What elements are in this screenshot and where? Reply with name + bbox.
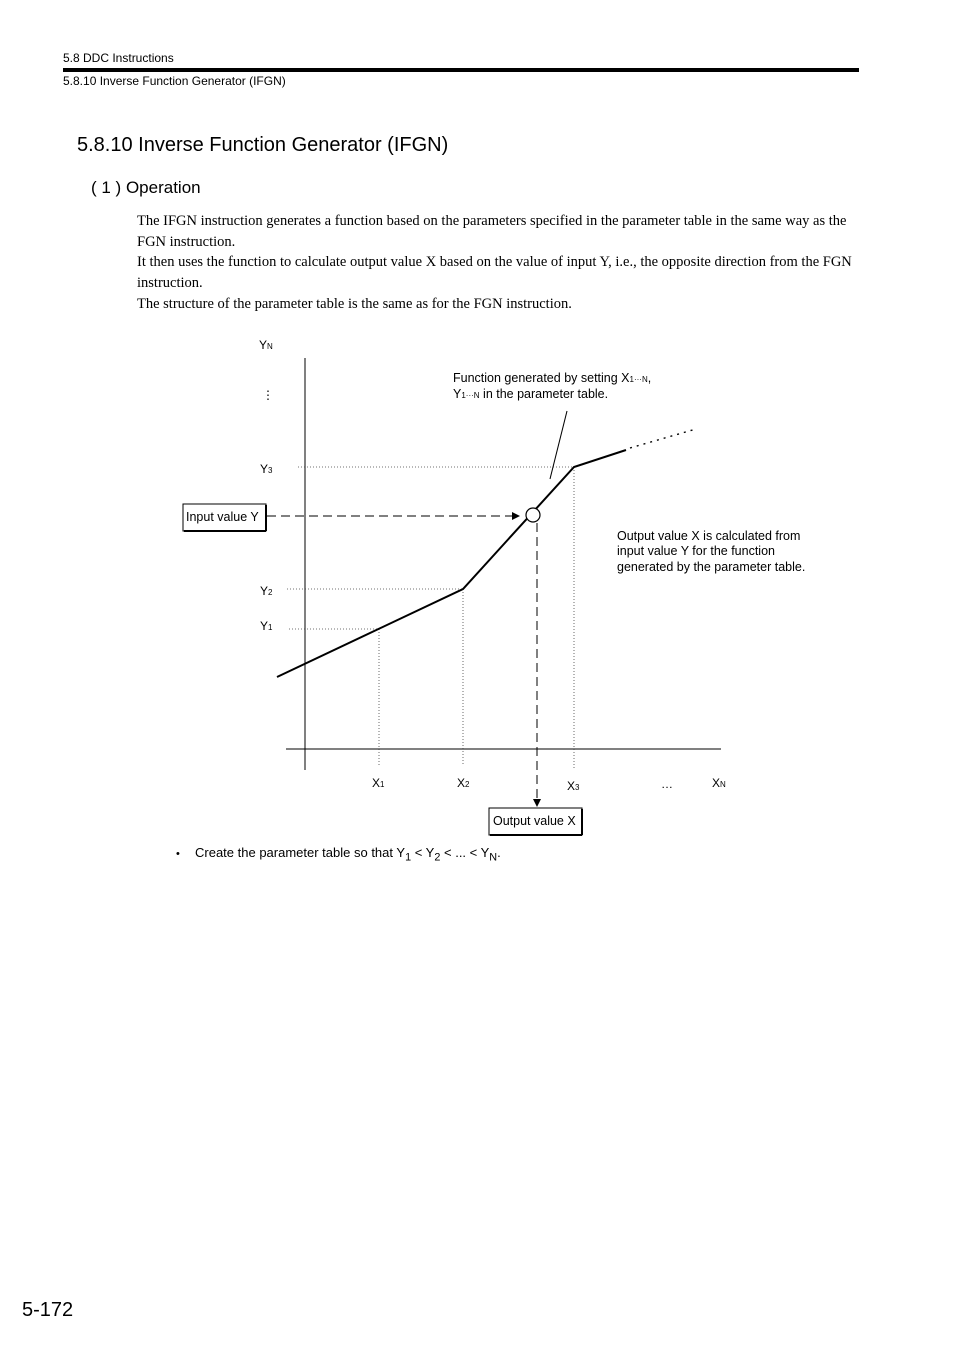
- x1-label: X1: [372, 776, 385, 790]
- bullet: •: [176, 848, 180, 860]
- output-value-label: Output value X: [493, 814, 576, 828]
- x3-label: X3: [567, 779, 580, 793]
- header-rule: [63, 68, 859, 72]
- paragraph-3: The structure of the parameter table is the same as for the FGN instruction.: [137, 295, 572, 312]
- page-title: 5.8.10 Inverse Function Generator (IFGN): [77, 134, 449, 156]
- section-heading: ( 1 ) Operation: [91, 178, 201, 197]
- vertical-dots: ⋮: [262, 388, 274, 402]
- function-continuation: [630, 429, 696, 448]
- intersection-point: [526, 508, 540, 522]
- y1-label: Y1: [260, 619, 273, 633]
- xn-label: XN: [712, 776, 726, 790]
- y2-label: Y2: [260, 584, 273, 598]
- yn-label: YN: [259, 338, 273, 352]
- callout-text-line1: Function generated by setting X1···N,: [453, 371, 652, 385]
- paragraph-1: The IFGN instruction generates a function based on the parameters specified in the parameter table in the same way as the FGN instruction.: [137, 213, 847, 250]
- y3-label: Y3: [260, 462, 273, 476]
- body-text: [137, 211, 859, 315]
- page-number: 5-172: [22, 1299, 74, 1321]
- header-section: 5.8 DDC Instructions: [63, 51, 174, 65]
- callout-leader: [550, 411, 567, 479]
- note-item: • Create the parameter table so that $Y_1 < Y_2$ < ... < $Y_N$.: [176, 845, 501, 864]
- ifgn-diagram: [0, 330, 954, 840]
- explanation-line3: generated by the parameter table.: [617, 560, 806, 574]
- x2-label: X2: [457, 776, 470, 790]
- paragraph-2: It then uses the function to calculate output value X based on the value of input Y, i.e., the opposite direction from the FGN instruction.: [137, 254, 852, 292]
- input-value-label: Input value Y: [186, 510, 259, 524]
- x-ellipsis: …: [661, 777, 673, 791]
- explanation-line1: Output value X is calculated from: [617, 529, 801, 543]
- header-subsection: 5.8.10 Inverse Function Generator (IFGN): [63, 74, 286, 88]
- explanation-line2: input value Y for the function: [617, 544, 775, 558]
- callout-text-line2: Y1···N in the parameter table.: [453, 387, 609, 401]
